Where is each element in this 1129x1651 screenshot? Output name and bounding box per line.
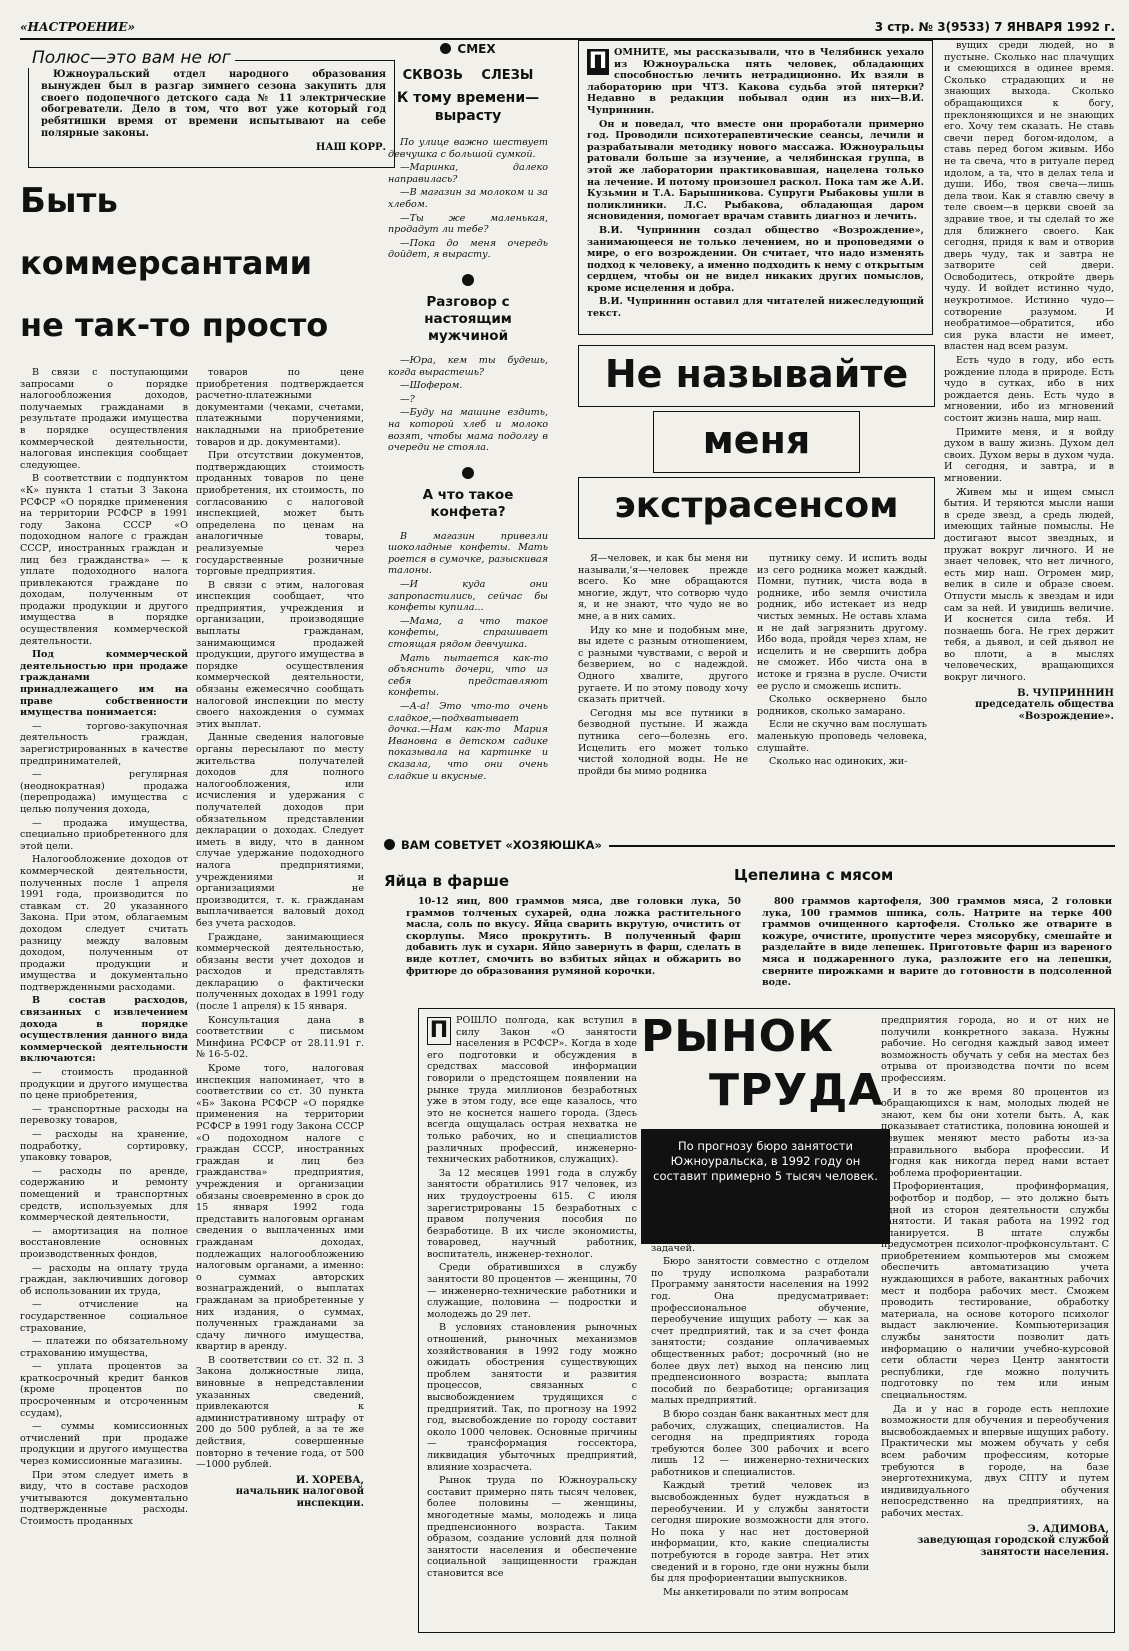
paragraph: Бюро занятости совместно с отделом по труду исполкома разработали Программу занятости населения на 1992 год. Она предусматривает: профессиональное обучение, переобучение ищущих работу — как за счет предприятий, так и за счет фонда занятости; создание оплачиваемых общественных работ; досрочный (но не более двух лет) выход на пенсию лиц предпенсионного возраста; выплата пособий по безработице; организация малых предприятий. bbox=[651, 1256, 869, 1407]
kommers-signature-role: начальник налоговой инспекции. bbox=[235, 1486, 364, 1509]
paragraph: — платежи по обязательному страхованию имущества, bbox=[20, 1336, 188, 1359]
rynok-signature: Э. АДИМОВА, bbox=[1027, 1523, 1109, 1535]
smeh-title-1: СКВОЗЬ СЛЕЗЫ bbox=[402, 68, 534, 83]
paragraph: В состав расходов, связанных с извлечением дохода в порядке осуществления данного вида коммерческой деятельности включаются: bbox=[20, 995, 188, 1065]
bullet-icon bbox=[462, 467, 474, 479]
kommers-headline-3: не так-то просто bbox=[20, 306, 329, 344]
paragraph: Под коммерческой деятельностью при продаже гражданами принадлежащего им на праве собственности имущества понимается: bbox=[20, 649, 188, 719]
paragraph: Кроме того, налоговая инспекция напоминает, что в соответствии со ст. 30 пункта «Б» Закона РСФСР «О порядке применения на территории РСФСР в 1991 году Закона СССР «О подоходном налоге с граждан СССР, иностранных граждан и лиц без гражданства» предприятия, учреждения и организации обязаны своевременно в срок до 15 января 1992 года представить налоговым органам сведения о выплаченных ими гражданам доходах, подлежащих налогообложению налоговым органами, а именно: о суммах авторских вознаграждений, о выплатах гражданам за приобретенные у них издания, о суммах, полученных гражданами за сдачу личного имущества, квартир в аренду. bbox=[196, 1063, 364, 1353]
paragraph: —В магазин за молоком и за хлебом. bbox=[388, 187, 548, 210]
paragraph: — продажа имущества, специально приобретенного для этой цели. bbox=[20, 817, 188, 852]
paragraph: Сегодня мы все путники в безводной пустыне. И жажда путника сего—болезнь его. Исцелить его может только чистой холодной воды. Не не пройди бы мимо родника bbox=[578, 707, 748, 777]
paragraph: В связи с поступающими запросами о порядке налогообложения доходов, получаемых гражданами в результате продажи имущества в порядке осуществления коммерческой деятельности, налоговая инспекция сообщает следующее. bbox=[20, 367, 188, 471]
polus-article bbox=[20, 48, 386, 156]
ekstra-intro-box bbox=[578, 40, 933, 335]
rynok-column-a bbox=[427, 1015, 637, 1627]
paragraph: Налогообложение доходов от коммерческой деятельности, полученных после 1 апреля 1991 года, производится по ставкам ст. 20 указанного Закона. При этом, облагаемым доходом следует считать разницу между валовым доходом, полученным от продажи продукции и имущества и документально подтвержденными расходами. bbox=[20, 854, 188, 993]
paragraph: Живем мы и ищем смысл бытия. И теряются мысли наши в среде звезд, а средь людей, имеющих тайные помыслы. Не достигают высот звездных, и пружат вокруг личного. И не знает человек, что нет личного, есть мир наш. Огромен мир, велик в силе и образе своем. Отпусти мысль к звездам и иди сам за ней. И увидишь величие. И коснется сила тебя. И познаешь бога. Не грех держит тебя, а дьявол, и сей дьявол не во плоти, а в мыслях человеческих, вращающихся вокруг личного. bbox=[944, 486, 1114, 684]
paragraph: — стоимость проданной продукции и другого имущества по цене приобретения, bbox=[20, 1067, 188, 1102]
paragraph: более важной социально-экономической задачей. bbox=[651, 1231, 869, 1254]
paragraph: Рынок труда по Южноуральску составит примерно пять тысяч человек, более половины — женщины, многодетные мамы, молодежь и лица предпенсионного возраста. Таким образом, создание условий для полной занятости населения и обеспечение социальной защищенности граждан становится все bbox=[427, 1475, 637, 1579]
rynok-column-c bbox=[881, 1015, 1109, 1627]
paragraph: —И куда они запропастились, сейчас бы конфеты купила... bbox=[388, 579, 548, 614]
paragraph: Данные сведения налоговые органы пересылают по месту жительства получателей доходов для полного налогообложения, или исчисления и удержания с получателей доходов при обязательном представлении декларации о доходах. Следует иметь в виду, что в данном случае удержание подоходного налога предприятиями, учреждениями и организациями не производится, т. к. гражданам выплачивается валовый доход без учета расходов. bbox=[196, 732, 364, 929]
smeh-story-3 bbox=[388, 531, 548, 784]
paragraph: В соответствии со ст. 32 п. 3 Закона должностные лица, виновные в непредставлении указанных сведений, привлекаются к административному штрафу от 200 до 500 рублей, а за те же действия, совершенные повторно в течение года, от 500—1000 рублей. bbox=[196, 1354, 364, 1471]
paragraph: — транспортные расходы на перевозку товаров, bbox=[20, 1103, 188, 1127]
paragraph: —Шофером. bbox=[400, 380, 463, 392]
smeh-title-4: А что такое конфета? bbox=[422, 486, 514, 520]
hozyaushka-rubric-label: ВАМ СОВЕТУЕТ «ХОЗЯЮШКА» bbox=[401, 838, 602, 852]
paragraph: — регулярная (неоднократная) продажа (перепродажа) имущества с целью получения дохода, bbox=[20, 769, 188, 815]
paragraph: — торгово-закупочная деятельность граждан, зарегистрированных в качестве предпринимателей, bbox=[20, 720, 188, 767]
paragraph: В.И. Чуприннин создал общество «Возрождение», занимающееся не только лечением, но и проповедями о мире, о его возрождении. Он считает, что надо изменять подход к человеку, а именно подходить к нему с открытым сердцем, чтобы он не видел никаких других помыслов, кроме исцеления и добра. bbox=[587, 224, 924, 294]
paragraph: Сколько осквернено было родников, сколько замарано. bbox=[757, 694, 927, 717]
paragraph: Мать пытается как-то объяснить дочери, что из себя представляют конфеты. bbox=[388, 652, 548, 699]
polus-title: Полюс—это вам не юг bbox=[28, 48, 235, 68]
paragraph: За 12 месяцев 1991 года в службу занятости обратились 917 человек, из них трудоустроены 615. С июля зарегистрированы 15 безработных с правом получения пособия по безработице. В их числе экономисты, товаровед, научный работник, воспитатель, инженер-технолог. bbox=[427, 1167, 637, 1260]
paragraph: Он и поведал, что вместе они проработали примерно год. Проводили психотерапевтические сеансы, лечили и разрабатывали методику нового массажа. Южноуральцы ратовали больше за изучение, а челябинская группа, в этой же лаборатории практиковавшая, нацелена только на лечение. И потому произошел раскол. Пока там же А.И. Кузьмин и Т.А. Барышникова. Супруги Рыбаковы ушли в поликлиники. Л.С. Рыбакова, обладающая даром ясновидения, помогает врачам ставить диагноз и лечить. bbox=[587, 118, 924, 223]
paragraph: И в то же время 80 процентов из обращающихся к нам, молодых людей не знают, кем бы они хотели быть. А, как показывает статистика, половина юношей и девушек меняют место работы из-за неправильного выбора профессии. И сегодня как никогда перед нами встает проблема профориентации. bbox=[881, 1086, 1109, 1179]
kommers-headline-1: Быть bbox=[20, 181, 118, 221]
separator bbox=[388, 464, 548, 483]
paragraph: Я—человек, и как бы меня ни называли,'я—человек прежде всего. Ко мне обращаются многие, ждут, что сотворю чудо я, и не знают, что чудо не во мне, а в них самих. bbox=[578, 553, 748, 622]
paragraph: В условиях становления рыночных отношений, рыночных механизмов хозяйствования в 1992 году можно ожидать обострения существующих проблем занятости и развития процессов, связанных с высвобождением трудящихся с предприятий. Так, по прогнозу на 1992 год, высвобождение по городу составит около 1000 человек. Основные причины — трансформация госсектора, ликвидация убыточных предприятий, влияние хозрасчета. bbox=[427, 1322, 637, 1473]
paragraph: — уплата процентов за краткосрочный кредит банков (кроме процентов по просроченным и отсроченным ссудам), bbox=[20, 1361, 188, 1419]
paragraph: путнику сему. И испить воды из сего родника может каждый. Помни, путник, чиста вода в роднике, ибо земля очистила родник, ибо истекает из недр чистых земных. Не оставь хлама и не дай загрязнить другому. Ибо вода, пройдя через хлам, не исцелить и не свершить добра не сможет. Ибо чиста она в истоке и грязна в русле. Очисти ее русло и сможешь испить. bbox=[757, 553, 927, 692]
ekstra-intro-dropcap: П bbox=[588, 49, 608, 74]
ekstra-headline-1: Не называйте bbox=[578, 345, 935, 407]
rynok-headline-2: ТРУДА bbox=[709, 1065, 884, 1116]
paragraph: предприятия города, но и от них не получили конкретного заказа. Нужны рабочие. Но сегодня каждый завод имеет возможность обучать у себя на местах без отрыва от производства почти по всем профессиям. bbox=[881, 1015, 1109, 1084]
paragraph: Граждане, занимающиеся коммерческой деятельностью, обязаны вести учет доходов и расходов и представлять декларацию о фактически полученных доходах в 1991 году (после 1 апреля) к 15 января. bbox=[196, 931, 364, 1013]
paragraph: —А-а! Это что-то очень сладкое,—подхватывает дочка.—Нам как-то Мария Ивановна в детском садике показывала на картинке и сказала, что они очень сладкие и вкусные. bbox=[388, 701, 548, 782]
paragraph: В соответствии с подпунктом «К» пункта 1 статьи 3 Закона РСФСР «О порядке применения на территории РСФСР в 1991 году Закона СССР «О подоходном налоге с граждан СССР, иностранных граждан и лиц без гражданства» — к уплате подоходного налога привлекаются граждане по доходам, полученным от продажи продукции и другого имущества в порядке осуществления коммерческой деятельности. bbox=[20, 473, 188, 647]
polus-box bbox=[28, 60, 395, 168]
recipe-2-title: Цепелина с мясом bbox=[734, 866, 894, 884]
paragraph: Сколько нас одиноких, жи- bbox=[769, 756, 908, 768]
paragraph: Консультация дана в соответствии с письмом Минфина РСФСР от 28.11.91 г. № 16-5-02. bbox=[196, 1014, 364, 1061]
ekstra-signature: В. ЧУПРИННИН bbox=[1017, 687, 1114, 699]
paragraph: Профориентация, профинформация, профотбор и подбор, — это должно быть одной из сторон деятельности службы занятости. И такая работа на 1992 год планируется. В штате службы предусмотрен психолог-профконсультант. С приобретением компьютеров мы сможем обеспечить автоматизацию учета нуждающихся в работе, вакантных рабочих мест и подбора рабочих мест. Сможем проводить тестирование, обработку материала, на основе которого психолог выдаст заключение. Компьютеризация службы занятости позволит дать информацию о наличии учебно-курсовой сети области через Центр занятости республики, где можно получить подготовку по тем или иным специальностям. bbox=[881, 1181, 1109, 1401]
paragraph: В бюро создан банк вакантных мест для рабочих, служащих, специалистов. На сегодня на предприятиях города требуются более 300 рабочих и всего лишь 12 — инженерно-технических работников и специалистов. bbox=[651, 1408, 869, 1478]
smeh-story-1 bbox=[388, 137, 548, 263]
paragraph: В связи с этим, налоговая инспекция сообщает, что предприятия, учреждения и организации, производящие выплаты гражданам, занимающимся продажей продукции, другого имущества в порядке осуществления коммерческой деятельности, обязаны ежемесячно сообщать налоговой инспекции по месту своего нахождения о суммах этих выплат. bbox=[196, 579, 364, 730]
paragraph: РОШЛО полгода, как вступил в силу Закон «О занятости населения в РСФСР». Когда в ходе его подготовки и обсуждения в средствах массовой информации говорили о предстоящем появлении на рынке труда миллионов безработных уже в этом году, все еще казалось, что это не коснется нашего города. (Здесь всегда ощущалась острая нехватка не только рабочих, но и специалистов различных профессий, инженерно-технических работников, служащих). bbox=[427, 1015, 637, 1166]
hozyaushka-section bbox=[384, 838, 1115, 998]
paragraph: 800 граммов картофеля, 300 граммов мяса, 2 головки лука, 100 граммов шпика, соль. Натрите на терке 400 граммов очищенного картофеля. Столько же отварите в кожуре, очистите, пропустите через мясорубку, смешайте и разделайте в виде лепешек. Приготовьте фарш из вареного мяса и поджаренного лука, разложите его на лепешки, сверните пирожками и варите до готовности в подсоленной воде. bbox=[762, 896, 1112, 989]
masthead bbox=[20, 18, 1115, 40]
recipe-2-text bbox=[762, 896, 1112, 996]
paragraph: — отчисление на государственное социальное страхование, bbox=[20, 1299, 188, 1334]
recipe-1-text bbox=[406, 896, 741, 996]
ekstra-headline-2: меня bbox=[653, 411, 860, 473]
paragraph: Есть чудо в году, ибо есть рождение плода в природе. Есть чудо в сутках, ибо в них рождается день. Есть чудо в мгновении, ибо из мгновений состоит жизнь наша, мир наш. bbox=[944, 355, 1114, 424]
separator bbox=[388, 271, 548, 290]
bullet-icon bbox=[462, 274, 474, 286]
paragraph: вущих среди людей, но в пустыне. Сколько нас плачущих и смеющихся в одинее время. Сколько страдающих и не знающих выхода. Сколько обращающихся к богу, преклоняющихся и не знающих его. Хочу тем сказать. Не ставь свечи перед богом-идолом, а ставь перед богом живым. Ибо не та свеча, что в ритуале перед идолом, а та, что в делах тела и души. Ибо, твоя свеча—лишь дела твои. Как я ставлю свечу в теле своем—в церкви своей за здравие твое, и ты сделай то же для ближнего своего. Как сегодня, придя к вам и отворив дверь чуду, так и завтра не затворите сей двери. Освободитесь, откройте дверь чуду. И войдет истинно чудо, неукротимое. Истинно чудо—сотворение разумом. И необратимое—обратится, ибо сия рука власти не имеет, властен над всем разум. bbox=[944, 40, 1114, 353]
hozyaushka-rule bbox=[609, 845, 1115, 847]
kommers-column-2 bbox=[196, 367, 364, 1629]
kommers-headline bbox=[20, 170, 360, 350]
rynok-dropcap: П bbox=[427, 1017, 451, 1045]
smeh-rubric bbox=[388, 42, 548, 56]
paragraph: — амортизация на полное восстановление основных производственных фондов, bbox=[20, 1225, 188, 1260]
bullet-icon bbox=[440, 43, 451, 54]
rynok-lead-box bbox=[641, 1129, 890, 1244]
polus-sign: НАШ КОРР. bbox=[315, 141, 386, 153]
paragraph: Иду ко мне и подобным мне, вы идете с разным отношением, с разными чувствами, с верой и безверием, но с надеждой. Одного хвалите, другого ругаете. И по этому поводу хочу сказать притчей. bbox=[578, 624, 748, 706]
rynok-headline-1: РЫНОК bbox=[641, 1011, 835, 1062]
paragraph: —Маринка, далеко направилась? bbox=[388, 162, 548, 185]
paragraph: По улице важно шествует девчушка с большой сумкой. bbox=[388, 137, 548, 160]
paragraph: Среди обратившихся в службу занятости 80 процентов — женщины, 70 — инженерно-технические работники и служащие, половина — подростки и молодежь до 29 лет. bbox=[427, 1262, 637, 1320]
newspaper-brand: «НАСТРОЕНИЕ» bbox=[20, 20, 136, 34]
paragraph: —Пока до меня очередь дойдет, я вырасту. bbox=[388, 237, 548, 261]
paragraph: товаров по цене приобретения подтверждается расчетно-платежными документами (чеками, счетами, платежными поручениями, накладными на приобретение товаров и др. документами). bbox=[196, 367, 364, 448]
rynok-column-b bbox=[651, 1231, 869, 1627]
paragraph: — суммы комиссионных отчислений при продаже продукции и другого имущества через комиссионные магазины. bbox=[20, 1421, 188, 1468]
rynok-lead-text: По прогнозу бюро занятости Южноуральска, в 1992 году он составит примерно 5 тысяч человек. bbox=[653, 1139, 878, 1183]
smeh-title-2: К тому времени— вырасту bbox=[396, 90, 540, 124]
paragraph: Каждый третий человек из высвобожденных будет нуждаться в переобучении. И у службы занятости сегодня широкие возможности для этого. Но пока у нас нет достоверной информации, кто, какие специалисты потребуются в городе завтра. Нет этих сведений и в гороно, где они нужны были бы для профориентации выпускников. bbox=[651, 1480, 869, 1585]
paragraph: Мы анкетировали по этим вопросам bbox=[663, 1586, 849, 1598]
ekstra-column-c bbox=[944, 40, 1114, 830]
issue-info: 3 стр. № 3(9533) 7 ЯНВАРЯ 1992 г. bbox=[874, 20, 1115, 34]
paragraph: ОМНИТЕ, мы рассказывали, что в Челябинск уехало из Южноуральска пять человек, обладающих способностью лечить нетрадиционно. Их взяли в лабораторию при ЧТЗ. Какова судьба этой пятерки? Недавно в редакции побывал один из них—В.И. Чуприннин. bbox=[587, 47, 924, 116]
paragraph: —Ты же маленькая, продадут ли тебе? bbox=[388, 212, 548, 236]
paragraph: Примите меня, и я войду духом в вашу жизнь. Духом дел своих. Духом веры в духом чуда. И сегодня, и завтра, и в мгновении. bbox=[944, 426, 1114, 484]
ekstra-signature-role: председатель общества «Возрождение». bbox=[974, 699, 1114, 722]
ekstra-column-b bbox=[757, 553, 927, 828]
kommers-headline-2: коммерсантами bbox=[20, 244, 313, 282]
paragraph: — расходы на хранение, подработку, сортировку, упаковку товаров, bbox=[20, 1129, 188, 1164]
paragraph: При этом следует иметь в виду, что в составе расходов учитываются документально подтвержденные расходы. Стоимость проданных bbox=[20, 1469, 188, 1527]
ekstra-headline-3: экстрасенсом bbox=[578, 477, 935, 539]
rynok-signature-role: заведующая городской службой занятости населения. bbox=[916, 1535, 1109, 1558]
rynok-article bbox=[418, 1008, 1115, 1633]
ekstra-headline bbox=[578, 345, 933, 540]
ekstra-column-a bbox=[578, 553, 748, 828]
paragraph: В.И. Чуприннин оставил для читателей нижеследующий текст. bbox=[587, 296, 924, 320]
paragraph: Если не скучно вам послушать маленькую проповедь человека, слушайте. bbox=[757, 719, 927, 754]
smeh-rubric-label: СМЕХ bbox=[457, 42, 496, 56]
bullet-icon bbox=[384, 839, 395, 850]
paragraph: —? bbox=[400, 393, 415, 405]
kommers-column-1 bbox=[20, 367, 188, 1629]
paragraph: При отсутствии документов, подтверждающих стоимость проданных товаров по цене приобретения, их стоимость, по согласованию с налоговой инспекцией, может быть определена по ценам на аналогичные товары, реализуемые через государственные розничные торговые предприятия. bbox=[196, 450, 364, 578]
smeh-title-3: Разговор с настоящим мужчиной bbox=[424, 293, 512, 344]
kommers-signature: И. ХОРЕВА, bbox=[295, 1474, 364, 1486]
paragraph: —Мама, а что такое конфеты, спрашивает стоящая рядом девчушка. bbox=[388, 615, 548, 651]
polus-text: Южноуральский отдел народного образования вынужден был в разгар зимнего сезона закупить для своего подопечного детского сада № 11 электрические обогреватели. Дело в том, что вот уже который год ребятишки время от времени испытывают на себе полярные законы. bbox=[41, 69, 386, 139]
paragraph: В магазин привезли шоколадные конфеты. Мать роется в сумочке, разыскивая талоны. bbox=[388, 530, 548, 577]
paragraph: —Буду на машине ездить, на которой хлеб и молоко возят, чтобы мама подолгу в очереди не стояла. bbox=[388, 407, 548, 454]
hozyaushka-rubric bbox=[384, 838, 602, 852]
paragraph: Да и у нас в городе есть неплохие возможности для обучения и переобучения высвобождаемых и впервые ищущих работу. Практически мы можем обучать у себя всем рабочим профессиям, которые требуются в городе, на базе энерготехникума, двух СПТУ и путем индивидуального обучения непосредственно на предприятиях, на рабочих местах. bbox=[881, 1403, 1109, 1519]
paragraph: — расходы по аренде, содержанию и ремонту помещений и транспортных средств, используемых для коммерческой деятельности, bbox=[20, 1165, 188, 1224]
paragraph: —Юра, кем ты будешь, когда вырастешь? bbox=[388, 354, 548, 378]
smeh-column bbox=[388, 40, 548, 830]
recipe-1-title: Яйца в фарше bbox=[384, 872, 510, 890]
paragraph: 10-12 яиц, 800 граммов мяса, две головки лука, 50 граммов толченых сухарей, одна ложка растительного масла, соль по вкусу. Яйца сварить вкрутую, очистить от скорлупы. Мясо прокрутить. В полученный фарш добавить лук и сухари. Яйцо завернуть в фарш, сделать в виде котлет, смочить во взбитых яйцах и обжарить во фритюре до образования румяной корочки. bbox=[406, 896, 741, 977]
smeh-story-2 bbox=[388, 355, 548, 456]
paragraph: — расходы на оплату труда граждан, заключивших договор об использовании их труда, bbox=[20, 1262, 188, 1297]
